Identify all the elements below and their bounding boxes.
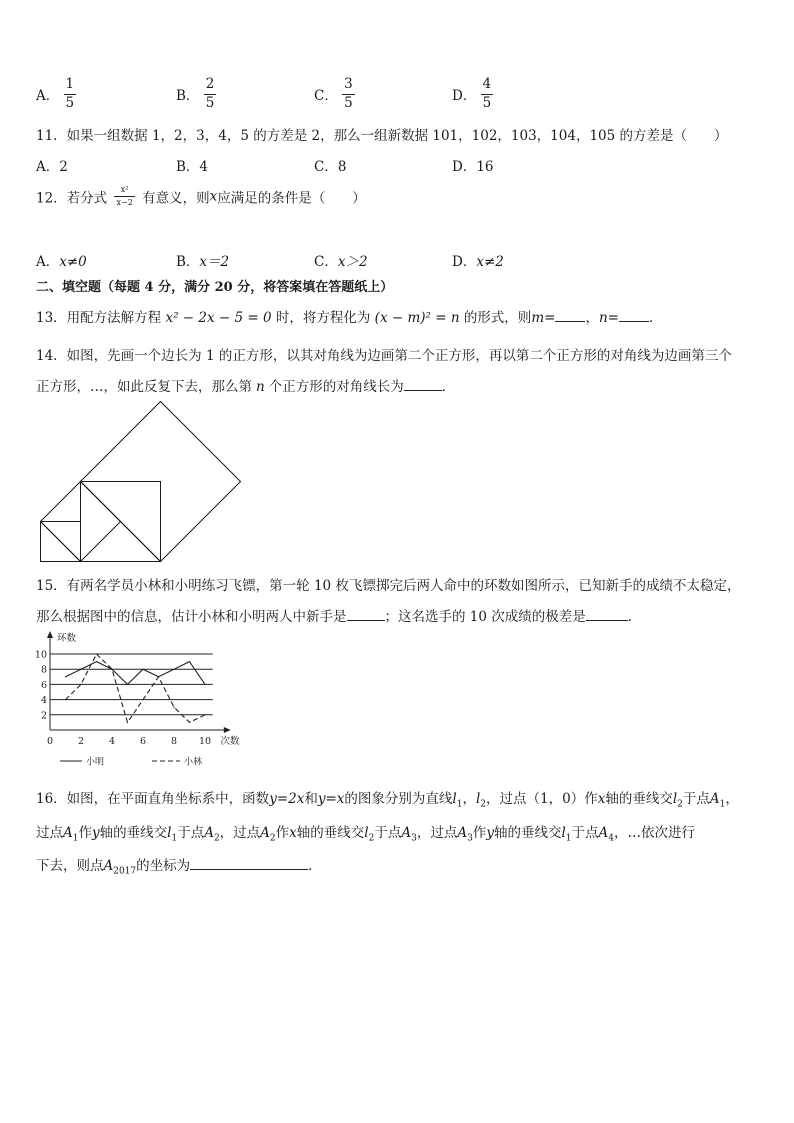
answer-blank[interactable] <box>619 309 649 322</box>
data-point <box>204 714 205 715</box>
x-axis-label: 次数 <box>220 736 240 747</box>
q16-line3: 下去，则点$A_{2017}$的坐标为 ． <box>36 858 322 877</box>
data-point <box>127 684 128 685</box>
x-tick-label: 6 <box>139 736 147 747</box>
data-point <box>96 653 97 654</box>
q10-option-b: B． $\frac{2}{5}$ <box>176 76 215 111</box>
chart-legend <box>60 756 202 768</box>
data-point <box>65 699 66 700</box>
data-point <box>127 722 128 723</box>
q11-option-d: D．16 <box>452 159 494 175</box>
y-tick-label: 2 <box>40 710 47 722</box>
y-axis-arrow <box>47 631 53 638</box>
fraction: $\frac{1}{5}$ <box>65 76 75 111</box>
q13-stem: 13．用配方法解方程 x² − 2x − 5 = 0 时，将方程化为 (x − m)² = n 的形式，则m= ，n= ． <box>36 310 663 326</box>
data-point <box>142 699 143 700</box>
q14-line2: 正方形，…，如此反复下去，那么第 n 个正方形的对角线长为 ． <box>36 379 456 395</box>
fraction: $\frac{3}{5}$ <box>344 76 353 111</box>
y-tick-label: 4 <box>40 695 47 707</box>
fraction: $\frac{2}{5}$ <box>205 76 215 111</box>
data-point <box>158 676 159 677</box>
answer-blank[interactable] <box>555 309 585 322</box>
data-point <box>96 661 97 662</box>
y-tick-label: 10 <box>34 649 47 661</box>
q10-option-c: C． $\frac{3}{5}$ <box>314 76 353 111</box>
legend-label: 小林 <box>184 757 203 768</box>
x-tick-label: 2 <box>77 736 85 747</box>
answer-blank[interactable] <box>404 378 442 391</box>
y-axis-label: 环数 <box>57 633 77 644</box>
darts-line-chart <box>30 628 270 770</box>
fraction: $\frac{4}{5}$ <box>482 76 492 111</box>
q16-line2: 过点$A_1$作y轴的垂线交$l_1$于点$A_2$，过点$A_2$作x轴的垂线交$l_2$于点$A_3$，过点$A_3$作y轴的垂线交$l_1$于点$A_4$，…依次进行 <box>36 825 695 844</box>
equation: x² − 2x − 5 = 0 <box>165 310 272 326</box>
q12-stem: 12．若分式 $\frac{\text{x²}}{x-2}$ 有意义，则x应满足的条件是（ ） <box>36 185 366 207</box>
data-point <box>65 676 66 677</box>
data-point <box>80 669 81 670</box>
data-point <box>111 669 112 670</box>
data-point <box>173 669 174 670</box>
x-tick-label: 4 <box>108 736 116 747</box>
q11-stem: 11．如果一组数据 1，2，3，4，5 的方差是 2，那么一组新数据 101，102，103，104，105 的方差是（ ） <box>36 128 728 144</box>
data-point <box>189 722 190 723</box>
fraction: $\frac{\text{x²}}{x-2}$ <box>116 185 133 207</box>
data-point <box>142 669 143 670</box>
y-tick-label: 8 <box>40 664 47 676</box>
q12-option-b: B．x＝2 <box>176 254 230 270</box>
target-form: (x − m)² = n <box>374 310 460 326</box>
nested-squares-figure <box>36 400 246 566</box>
q14-line1: 14．如图，先画一个边长为 1 的正方形，以其对角线为边画第二个正方形，再以第二个正方形的对角线为边画第三个 <box>36 348 732 364</box>
data-point <box>204 684 205 685</box>
answer-blank[interactable] <box>347 608 385 621</box>
section-title: 二、填空题（每题 4 分，满分 20 分，将答案填在答题纸上） <box>36 280 394 295</box>
q16-line1: 16．如图，在平面直角坐标系中，函数y=2x和y=x的图象分别为直线$l_1$，$l_2$，过点（1，0）作x轴的垂线交$l_2$于点$A_1$， <box>36 791 739 810</box>
q11-option-a: A．2 <box>36 159 68 175</box>
data-point <box>189 661 190 662</box>
q15-line1: 15．有两名学员小林和小明练习飞镖，第一轮 10 枚飞镖掷完后两人命中的环数如图所示，已知新手的成绩不太稳定， <box>36 578 741 594</box>
q12-option-c: C．x＞2 <box>314 254 368 270</box>
q12-option-a: A．x≠0 <box>36 254 87 270</box>
legend-label: 小明 <box>86 757 105 768</box>
q11-option-c: C．8 <box>314 159 347 175</box>
chart-grid <box>50 654 213 715</box>
q10-option-d: D． $\frac{4}{5}$ <box>452 76 492 111</box>
q11-option-b: B．4 <box>176 159 209 175</box>
q15-line2: 那么根据图中的信息，估计小林和小明两人中新手是 ；这名选手的 10 次成绩的极差是 ． <box>36 609 642 625</box>
data-point <box>80 684 81 685</box>
x-axis-arrow <box>224 727 231 733</box>
x-tick-label: 0 <box>46 736 54 747</box>
y-tick-label: 6 <box>40 679 47 691</box>
q10-option-a: A． $\frac{1}{5}$ <box>36 76 75 111</box>
x-tick-label: 10 <box>198 736 212 747</box>
answer-blank[interactable] <box>190 857 308 870</box>
answer-blank[interactable] <box>586 608 628 621</box>
x-tick-label: 8 <box>170 736 178 747</box>
q12-option-d: D．x≠2 <box>452 254 504 270</box>
chart-series <box>65 653 206 723</box>
data-point <box>173 707 174 708</box>
